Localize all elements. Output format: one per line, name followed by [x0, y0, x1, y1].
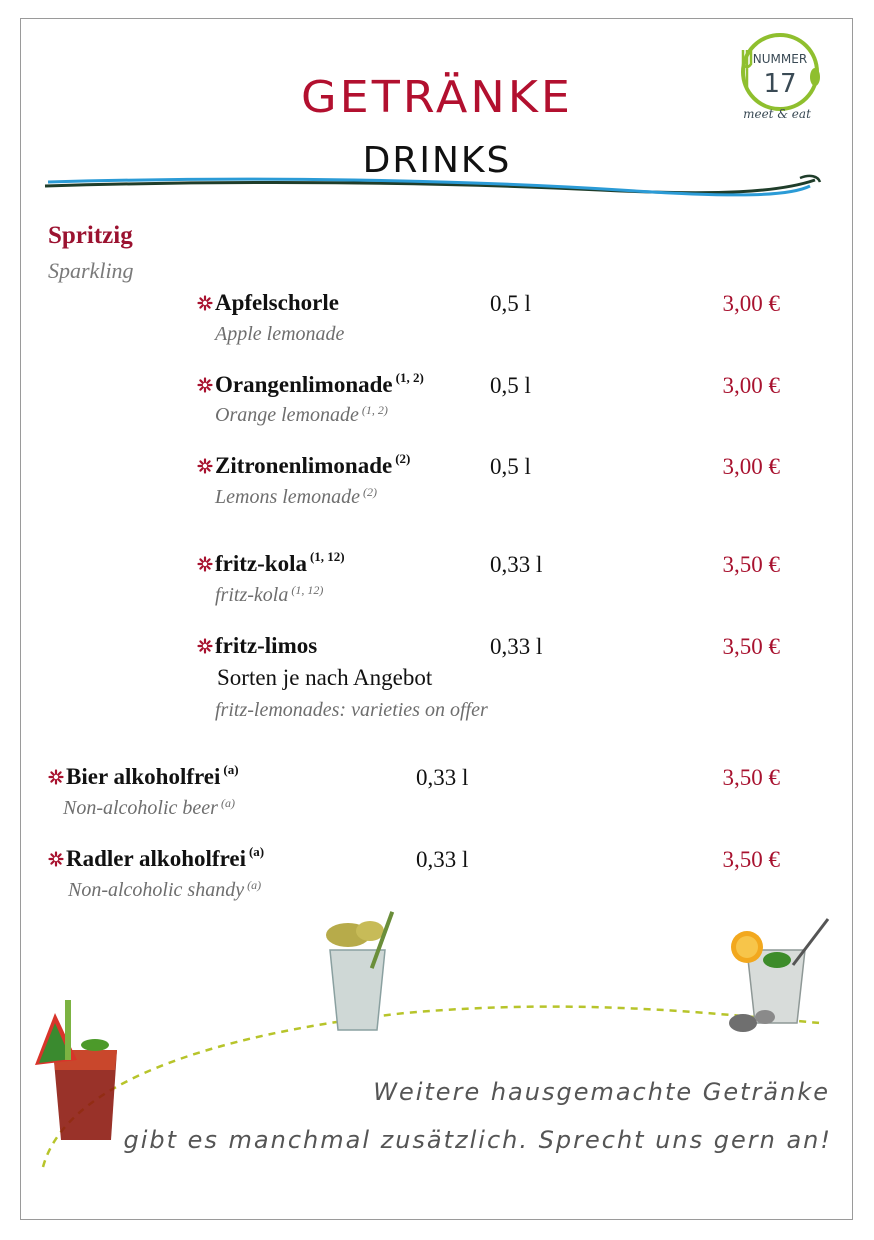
menu-item-price: 3,50 € [722, 765, 780, 790]
logo-line2: 17 [763, 69, 797, 99]
menu-item-name: Zitronenlimonade $^{(2)}$ [197, 453, 410, 479]
allergen-note: (a) [248, 844, 265, 859]
menu-item-name: Bier alkoholfrei $^{(a)}$ [48, 764, 239, 790]
section-title: Spritzig [48, 222, 133, 249]
menu-item-price: 3,50 € [722, 552, 780, 577]
logo-tagline: meet & eat [743, 107, 811, 121]
allergen-note: (a) [220, 796, 235, 810]
menu-item-translation: Apple lemonade [215, 323, 345, 345]
menu-item-price: 3,00 € [722, 373, 780, 398]
footer-line-1: Weitere hausgemachte Getränke [373, 1078, 830, 1106]
section-subtitle: Sparkling [48, 258, 134, 283]
footer-line-2: gibt es manchmal zusätzlich. Sprecht uns gern an! [123, 1126, 832, 1154]
allergen-note: (2) [362, 485, 377, 499]
menu-item-price: 3,50 € [722, 847, 780, 872]
menu-item-size: 0,33 l [416, 765, 469, 790]
menu-item-translation: Non-alcoholic shandy $^{(a)}$ [68, 878, 262, 901]
page-subtitle: DRINKS [362, 140, 512, 181]
menu-item-size: 0,5 l [490, 454, 531, 479]
menu-item-name: Radler alkoholfrei $^{(a)}$ [48, 846, 264, 872]
menu-item-size: 0,33 l [490, 634, 543, 659]
mojito-icon [729, 919, 828, 1032]
menu-item-translation: Orange lemonade $^{(1, 2)}$ [215, 403, 388, 426]
menu-item-price: 3,00 € [722, 454, 780, 479]
menu-item-translation: Non-alcoholic beer $^{(a)}$ [63, 796, 235, 819]
red-cocktail-icon [35, 1000, 117, 1140]
flower-bullet-icon [48, 851, 64, 867]
menu-item-price: 3,50 € [722, 634, 780, 659]
menu-item-variants: Sorten je nach Angebot [217, 665, 433, 690]
menu-item-price: 3,00 € [722, 291, 780, 316]
flower-bullet-icon [197, 295, 213, 311]
allergen-note: (a) [247, 878, 262, 892]
menu-item-name: fritz-kola $^{(1, 12)}$ [197, 551, 345, 577]
title-underline-wave [40, 168, 830, 208]
allergen-note: (a) [223, 762, 239, 777]
flower-bullet-icon [48, 769, 64, 785]
flower-bullet-icon [197, 638, 213, 654]
menu-item-size: 0,5 l [490, 291, 531, 316]
flower-bullet-icon [197, 556, 213, 572]
logo-line1: NUMMER [752, 52, 808, 66]
page-title: GETRÄNKE [300, 71, 573, 123]
menu-item-size: 0,33 l [490, 552, 543, 577]
allergen-note: (1, 2) [395, 370, 424, 385]
allergen-note: (2) [395, 451, 411, 466]
menu-item-size: 0,33 l [416, 847, 469, 872]
allergen-note: (1, 12) [309, 549, 345, 564]
menu-item-name: fritz-limos [197, 633, 317, 659]
menu-item-translation: Lemons lemonade $^{(2)}$ [215, 485, 377, 508]
menu-item-name: Orangenlimonade $^{(1, 2)}$ [197, 372, 424, 398]
menu-item-size: 0,5 l [490, 373, 531, 398]
menu-item-translation: fritz-lemonades: varieties on offer [215, 699, 488, 721]
menu-item-translation: fritz-kola $^{(1, 12)}$ [215, 583, 324, 606]
allergen-note: (1, 2) [361, 403, 388, 417]
flower-bullet-icon [197, 458, 213, 474]
flower-bullet-icon [197, 377, 213, 393]
allergen-note: (1, 12) [291, 583, 324, 597]
herb-lemonade-icon [326, 911, 394, 1030]
menu-item-name: Apfelschorle [197, 290, 339, 316]
